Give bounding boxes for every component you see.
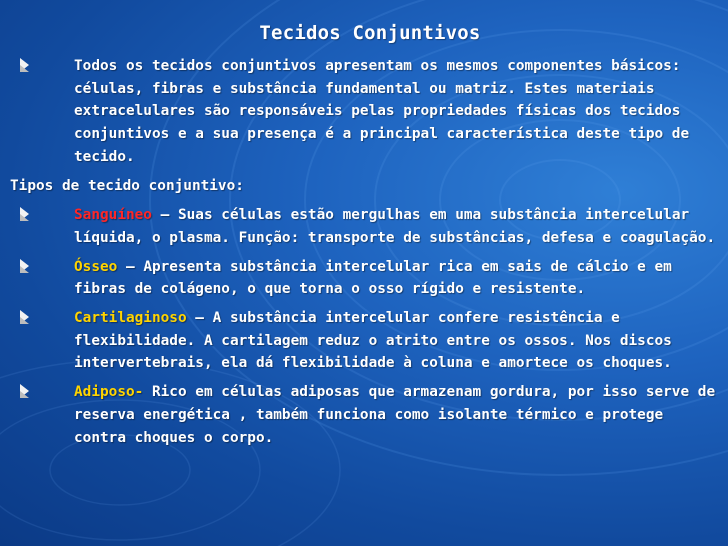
arrow-bullet-icon: [20, 58, 29, 72]
list-item: [10, 307, 722, 375]
list-item: [10, 381, 722, 449]
item-term: Ósseo: [74, 258, 118, 275]
item-term: Cartilaginoso: [74, 310, 187, 327]
slide-title: Tecidos Conjuntivos: [259, 22, 481, 44]
intro-bullet: [10, 55, 722, 169]
slide-content: [10, 55, 722, 455]
item-term: Sanguíneo: [74, 207, 152, 224]
item-text: – Suas células estão mergulhas em uma substância intercelular líquida, o plasma. Função: transporte de substâncias, defesa e coagulação.: [74, 207, 716, 246]
arrow-bullet-icon: [20, 207, 29, 221]
arrow-bullet-icon: [20, 259, 29, 273]
arrow-bullet-icon: [20, 310, 29, 324]
item-text: Rico em células adiposas que armazenam gordura, por isso serve de reserva energética , também funciona como isolante térmico e protege contra choques o corpo.: [74, 384, 716, 446]
item-term: Adiposo-: [74, 384, 144, 401]
types-heading: Tipos de tecido conjuntivo:: [10, 177, 244, 194]
list-item: [10, 256, 722, 301]
arrow-bullet-icon: [20, 384, 29, 398]
item-text: – A substância intercelular confere resistência e flexibilidade. A cartilagem reduz o atrito entre os ossos. Nos discos intervertebrais, ela dá flexibilidade à coluna e amortece os choques.: [74, 310, 672, 372]
intro-text: Todos os tecidos conjuntivos apresentam os mesmos componentes básicos: células, fibras e substância fundamental ou matriz. Estes materiais extracelulares são responsáveis pelas propriedades físicas dos tecidos conjuntivos e a sua presença é a principal característica deste tipo de tecido.: [74, 58, 690, 165]
item-text: – Apresenta substância intercelular rica em sais de cálcio e em fibras de colágeno, o que torna o osso rígido e resistente.: [74, 258, 672, 298]
list-item: [10, 204, 722, 249]
